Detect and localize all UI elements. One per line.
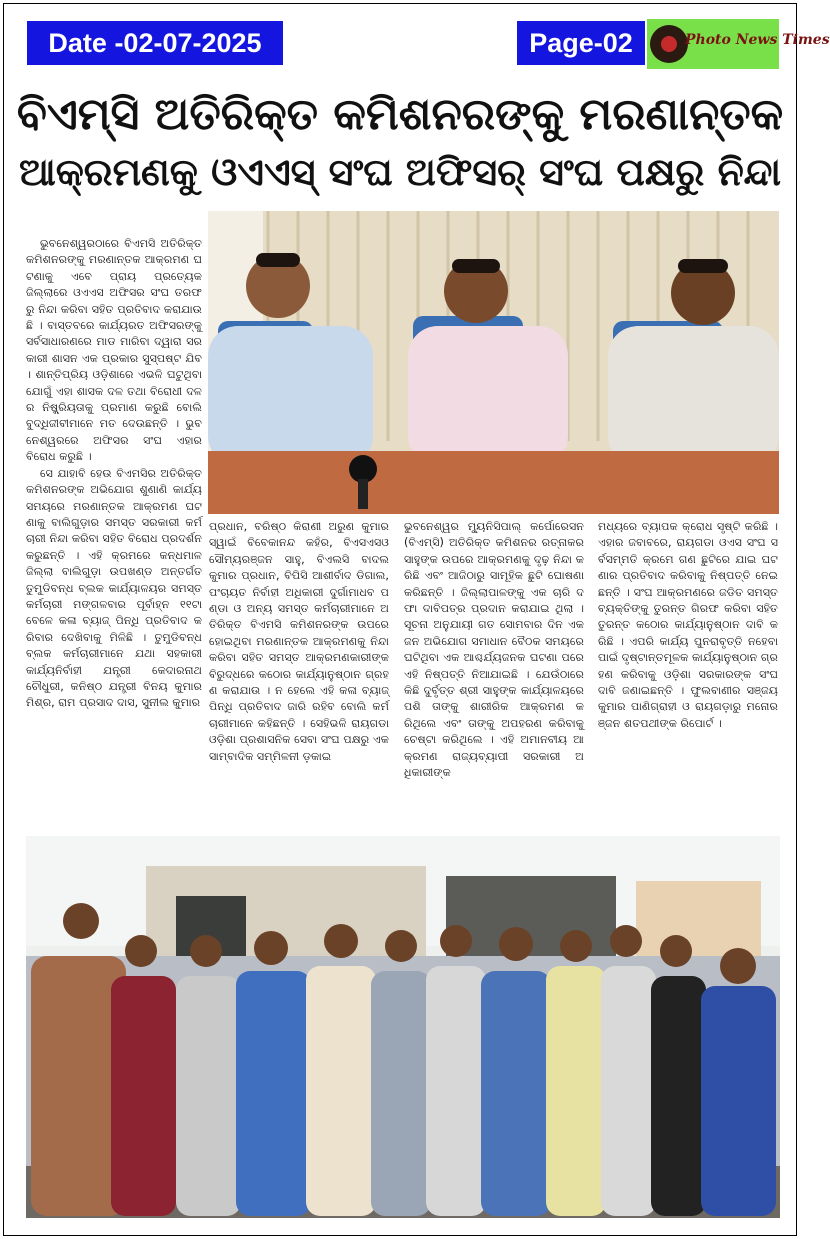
group-protest-photo (26, 836, 780, 1218)
camera-icon (650, 25, 688, 63)
article-column-1 (26, 236, 202, 832)
press-meet-photo (208, 211, 779, 514)
date-badge: Date -02-07-2025 (27, 21, 283, 65)
page-number-badge: Page-02 (517, 21, 645, 65)
article-column-4 (598, 519, 778, 832)
headline-line-1: ବିଏମ୍‌ସି ଅତିରିକ୍ତ କମିଶନରଙ୍କୁ ମରଣାନ୍ତକ (16, 89, 784, 140)
article-column-3 (404, 519, 584, 832)
article-paragraph: ମଧ୍ୟରେ ବ୍ୟାପକ କ୍ରୋଧ ସୃଷ୍ଟି କରିଛି । ଏହାର ଜବାବରେ, ରାୟଗଡା ଓଏସ ସଂଘ ସର୍ବସମ୍ମତି କ୍ରମେ ଗଣ ଛୁଟିରେ ଯାଇ ଘଟଣାର ପ୍ରତିବାଦ କରିବାକୁ ନିଷ୍ପତ୍ତି ନେଇଛନ୍ତି । ସଂଘ ଆକ୍ରମଣରେ ଜଡିତ ସମସ୍ତ ବ୍ୟକ୍ତିଙ୍କୁ ତୁରନ୍ତ ଗିରଫ କରିବା ସହିତ ତୁରନ୍ତ କଠୋର କାର୍ଯ୍ୟାନୁଷ୍ଠାନ ଦାବି କରିଛି । ଏପରି କାର୍ଯ୍ୟ ପୁନରାବୃତ୍ତି ନହେବା ପାଇଁ ଦୃଷ୍ଟାନ୍ତମୂଳକ କାର୍ଯ୍ୟାନୁଷ୍ଠାନ ଗ୍ରହଣ କରିବାକୁ ଓଡ଼ିଶା ସରକାରଙ୍କ ସଂଘ ଦାବି ଜଣାଇଛନ୍ତି । ଫୁଲବାଣୀର ସଞ୍ଜୟ କୁମାର ପାଣିଗ୍ରାହୀ ଓ ରାୟଗଡ଼ାରୁ ମନୋରଞ୍ଜନ ଶତପଥୀଙ୍କ ରିପୋର୍ଟ । (598, 520, 778, 730)
article-paragraph: ଭୁବନେଶ୍ୱରଠାରେ ବିଏମସି ଅତିରିକ୍ତ କମିଶନରଙ୍କୁ ମରଣାନ୍ତକ ଆକ୍ରମଣ ଘଟଣାକୁ ଏବେ ପ୍ରାୟ ପ୍ରତ୍ୟେକ ଜିଲ୍ଲାରେ ଓଏଏସ ଅଫିସର ସଂଘ ତରଫରୁ ନିନ୍ଦା କରିବା ସହିତ ପ୍ରତିବାଦ କରାଯାଉଛି । ବାସ୍ତବରେ କାର୍ଯ୍ୟରତ ଅଫିସରଙ୍କୁ ସର୍ବସାଧାରଣରେ ମାଡ ମାରିବା ଦ୍ୱାରା ସରକାରୀ ଶାସନ ଏକ ପ୍ରକାର ସୁସ୍ପଷ୍ଟ ଯିବ । ଶାନ୍ତିପ୍ରିୟ ଓଡ଼ିଶାରେ ଏଭଳି ଘଟୁଥିବା ଯୋଗୁଁ ଏହା ଶାସକ ଦଳ ତଥା ବିରୋଧୀ ଦଳର ନିଷ୍କ୍ରିୟତାକୁ ପ୍ରମାଣ କରୁଛି ବୋଲି ବୁଦ୍ଧିଜୀବୀମାନେ ମତ ଦେଉଛନ୍ତି । ଭୁବନେଶ୍ୱରରେ ଅଫିସର ସଂଘ ଏହାର ବିରୋଧ କରୁଛି । (26, 237, 202, 464)
article-paragraph: ସେ ଯାହାବି ହେଉ ବିଏମସିର ଅତିରିକ୍ତ କମିଶନରଙ୍କ ଅଭିଯୋଗ ଶୁଣାଣି କାର୍ଯ୍ୟ ସମୟରେ ମରଣାନ୍ତକ ଆକ୍ରମଣ ଘଟଣାକୁ ବାଲିଗୁଡ଼ାର ସମସ୍ତ ସରକାରୀ କର୍ମଚାରୀ ନିନ୍ଦା କରିବା ସହିତ ବିରୋଧ ପ୍ରଦର୍ଶନ କରୁଛନ୍ତି । ଏହି କ୍ରମରେ କନ୍ଧମାଳ ଜିଲ୍ଲା ବାଲିଗୁଡ଼ା ଉପଖଣ୍ଡ ଅନ୍ତର୍ଗତ ତୁମୁଡିବନ୍ଧ ବ୍ଲକ କାର୍ଯ୍ୟାଳୟର ସମସ୍ତ କର୍ମଚାରୀ ମଙ୍ଗଳବାର ପୂର୍ବାହ୍ନ ୧୧ଟା ବେଳେ କଳା ବ୍ୟାଜ୍ ପିନ୍ଧି ପ୍ରତିବାଦ କରିବାର ଦେଖିବାକୁ ମିଳିଛି । ତୁମୁଡିବନ୍ଧ ବ୍ଲକ କର୍ମଚାରୀମାନେ ଯଥା ସହକାରୀ କାର୍ଯ୍ୟନିର୍ବାହୀ ଯନ୍ତ୍ରୀ କେଦାରନାଥ ଚୌଧୁରୀ, କନିଷ୍ଠ ଯନ୍ତ୍ରୀ ବିନୟ କୁମାର ମିଶ୍ର, ରାମ ପ୍ରସାଦ ଦାସ, ସୁନୀଲ କୁମାର (26, 466, 202, 710)
logo-text: Photo News Times (685, 32, 830, 48)
newspaper-logo (647, 19, 830, 69)
article-paragraph: ଭୁବନେଶ୍ୱର ମ୍ୟୁନିସିପାଲ୍ କର୍ପୋରେସନ (ବିଏମ୍‌ସି) ଅତିରିକ୍ତ କମିଶନର ରତ୍ନାକର ସାହୁଙ୍କ ଉପରେ ଆକ୍ରମଣକୁ ଦୃଢ଼ ନିନ୍ଦା କରିଛି ଏବଂ ଆଜିଠାରୁ ସାମୂହିକ ଛୁଟି ଘୋଷଣା କରିଛନ୍ତି । ଜିଲ୍ଲାପାଳଙ୍କୁ ଏକ ଚାରି ଦଫା ଦାବିପତ୍ର ପ୍ରଦାନ କରାଯାଇ ଥିଲା । ସୂଚନା ଅନୁଯାୟୀ ଗତ ସୋମବାର ଦିନ ଏକ ଜନ ଅଭିଯୋଗ ସମାଧାନ ବୈଠକ ସମୟରେ ଘଟିଥିବା ଏକ ଆଶ୍ଚର୍ଯ୍ୟଜନକ ଘଟଣା ପରେ ଏହି ନିଷ୍ପତ୍ତି ନିଆଯାଇଛି । ଯେଉଁଠାରେ କିଛି ଦୁର୍ବୃତ୍ତ ଶ୍ରୀ ସାହୁଙ୍କ କାର୍ଯ୍ୟାଳୟରେ ପଶି ତାଙ୍କୁ ଶାରୀରିକ ଆକ୍ରମଣ କରିଥିଲେ ଏବଂ ତାଙ୍କୁ ଅପହରଣ କରିବାକୁ ଚେଷ୍ଟା କରିଥିଲେ । ଏହି ଅମାନବୀୟ ଆକ୍ରମଣ ରାଜ୍ୟବ୍ୟାପୀ ସରକାରୀ ଅଧିକାରୀଙ୍କ (404, 520, 584, 780)
headline-line-2: ଆକ୍ରମଣକୁ ଓଏଏସ୍ ସଂଘ ଅଫିସର୍ ସଂଘ ପକ୍ଷରୁ ନିନ୍ଦା (18, 150, 782, 194)
article-column-2 (209, 519, 389, 832)
article-paragraph: ପ୍ରଧାନ, ବରିଷ୍ଠ କିରାଣୀ ଅରୁଣ କୁମାର ସ୍ୱାଇଁ ବିବେକାନନ୍ଦ କହଁର, ବିଏସଏସଓ ସୌମ୍ୟରଞ୍ଜନ ସାହୁ, ବିଏଲସି ବାଦଲ କୁମାର ପ୍ରଧାନ, ବିପିସି ଆଶୀର୍ବାଦ ଡିଗାଲ, ପଂଚାୟତ ନିର୍ବାହୀ ଅଧିକାରୀ ଦୁର୍ଗାମାଧବ ପଣ୍ଡା ଓ ଅନ୍ୟ ସମସ୍ତ କର୍ମଚାରୀମାନେ ଅତିରିକ୍ତ ବିଏମସି କମିଶନରଙ୍କ ଉପରେ ହୋଇଥିବା ମରଣାନ୍ତକ ଆକ୍ରମଣକୁ ନିନ୍ଦା କରିବା ସହିତ ସମସ୍ତ ଆକ୍ରମଣକାରୀଙ୍କ ବିରୁଦ୍ଧରେ କଠୋର କାର୍ଯ୍ୟାନୁଷ୍ଠାନ ଗ୍ରହଣ କରାଯାଉ । ନ ହେଲେ ଏହି କଳା ବ୍ୟାଜ୍ ପିନ୍ଧି ପ୍ରତିବାଦ ଜାରି ରହିବ ବୋଲି କର୍ମଚାରୀମାନେ କହିଛନ୍ତି । ସେହିଭଳି ରାୟଗଡା ଓଡ଼ିଶା ପ୍ରଶାସନିକ ସେବା ସଂଘ ପକ୍ଷରୁ ଏକ ସାମ୍ବାଦିକ ସମ୍ମିଳନୀ ଡ଼କାଇ (209, 520, 389, 763)
